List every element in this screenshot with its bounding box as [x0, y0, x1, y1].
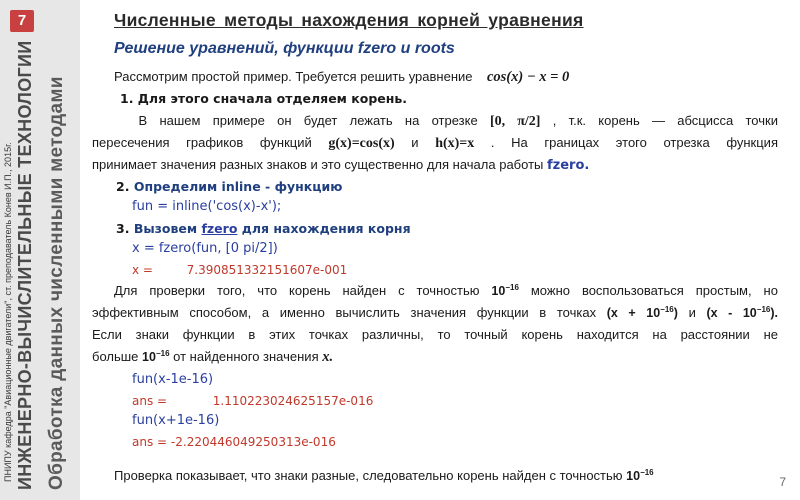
- point-minus: $(x - 10^{-16})$.: [706, 304, 778, 320]
- ans-plus: [132, 431, 336, 453]
- interval: [0, π/2]: [489, 114, 541, 129]
- h-function: h(x)=x: [435, 136, 475, 151]
- intro-text: Рассмотрим простой пример. Требуется решить уравнение: [114, 69, 473, 84]
- result-x-label: x =: [132, 263, 153, 277]
- slide-content: [92, 0, 792, 500]
- para1-text-b: , т.к. корень — абсцисса точки: [552, 113, 778, 128]
- para2-text-a: Для проверки того, что корень найден с точностью: [114, 283, 480, 298]
- step3: [116, 218, 411, 240]
- step2-label: Определим inline - функцию: [133, 179, 343, 194]
- sidebar-topic-title: Обработка данных численными методами: [46, 76, 67, 490]
- conclusion-text: Проверка показывает, что знаки разные, следовательно корень найден с точностью: [114, 468, 623, 483]
- intro-line: [114, 66, 569, 88]
- para1-text-a: В нашем примере он будет лежать на отрезке: [138, 113, 478, 128]
- para2-text-b: можно воспользоваться простым, но: [530, 283, 778, 298]
- sidebar-course-title: ИНЖЕНЕРНО-ВЫЧИСЛИТЕЛЬНЫЕ ТЕХНОЛОГИИ: [15, 40, 35, 490]
- tolerance-1: $10^{-16}$: [491, 282, 519, 298]
- ans-minus-label: ans =: [132, 394, 168, 408]
- step3-number: 3.: [116, 221, 130, 236]
- para2-text-e-b: от найденного значения: [173, 349, 319, 364]
- step2-number: 2.: [116, 179, 130, 194]
- result-x-value: 7.390851332151607e-001: [186, 263, 348, 277]
- step3-label-a: Вызовем: [133, 221, 198, 236]
- conclusion: [114, 465, 654, 487]
- step1: 1. Для этого сначала отделяем корень.: [120, 91, 408, 106]
- sidebar: [0, 0, 80, 500]
- ans-minus-value: 1.110223024625157e-016: [212, 394, 374, 408]
- ans-minus: [132, 390, 373, 412]
- para1-text-d: . На границах этого отрезка функция: [490, 135, 778, 150]
- equation: cos(x) − x = 0: [486, 69, 570, 85]
- slide-subtitle: Решение уравнений, функции fzero и roots: [114, 40, 455, 57]
- step2: [116, 176, 342, 198]
- para2-line1: [114, 280, 778, 302]
- tolerance-2: $10^{-16}$: [142, 348, 170, 364]
- para1-line3: [92, 154, 589, 177]
- para1-line1: [114, 110, 778, 133]
- and-word: и: [411, 135, 419, 150]
- para1-text-e: принимает значения разных знаков и это существенно для начала работы: [92, 157, 544, 172]
- point-plus: $(x + 10^{-16})$: [606, 304, 678, 320]
- step3-fzero: fzero: [201, 221, 238, 236]
- tolerance-3: $10^{-16}$: [626, 467, 654, 483]
- sidebar-credit: ПНИПУ кафедра "Авиационные двигатели", ст. преподаватель Конев И.П., 2015г.: [3, 142, 13, 482]
- ans-plus-value: -2.220446049250313e-016: [170, 435, 336, 449]
- x-variable: x.: [322, 349, 334, 365]
- g-function: g(x)=cos(x): [328, 136, 395, 151]
- fzero-word: fzero.: [547, 158, 590, 173]
- para1-line2: [92, 132, 778, 155]
- code-fzero: x = fzero(fun, [0 pi/2]): [132, 241, 278, 256]
- step3-label-b: для нахождения корня: [241, 221, 411, 236]
- ans-plus-label: ans =: [132, 435, 168, 449]
- and-word-2: и: [688, 305, 696, 320]
- para2-line2: [92, 302, 778, 324]
- code-check-plus: fun(x+1e-16): [132, 413, 220, 428]
- para2-line4: [92, 346, 333, 368]
- result-x: [132, 259, 347, 281]
- para2-text-e-a: больше: [92, 349, 139, 364]
- slide-title: Численные методы нахождения корней уравнения: [114, 10, 584, 30]
- code-inline: fun = inline('cos(x)-x');: [132, 199, 282, 214]
- page-number: 7: [779, 475, 786, 489]
- para1-text-c: пересечения графиков функций: [92, 135, 312, 150]
- slide-number-badge: 7: [10, 10, 34, 32]
- para2-line3: Если знаки функции в этих точках различны, то точный корень находится на расстоянии не: [92, 327, 778, 342]
- code-check-minus: fun(x-1e-16): [132, 372, 214, 387]
- para2-text-c: эффективным способом, а именно вычислить значения функции в точках: [92, 305, 597, 320]
